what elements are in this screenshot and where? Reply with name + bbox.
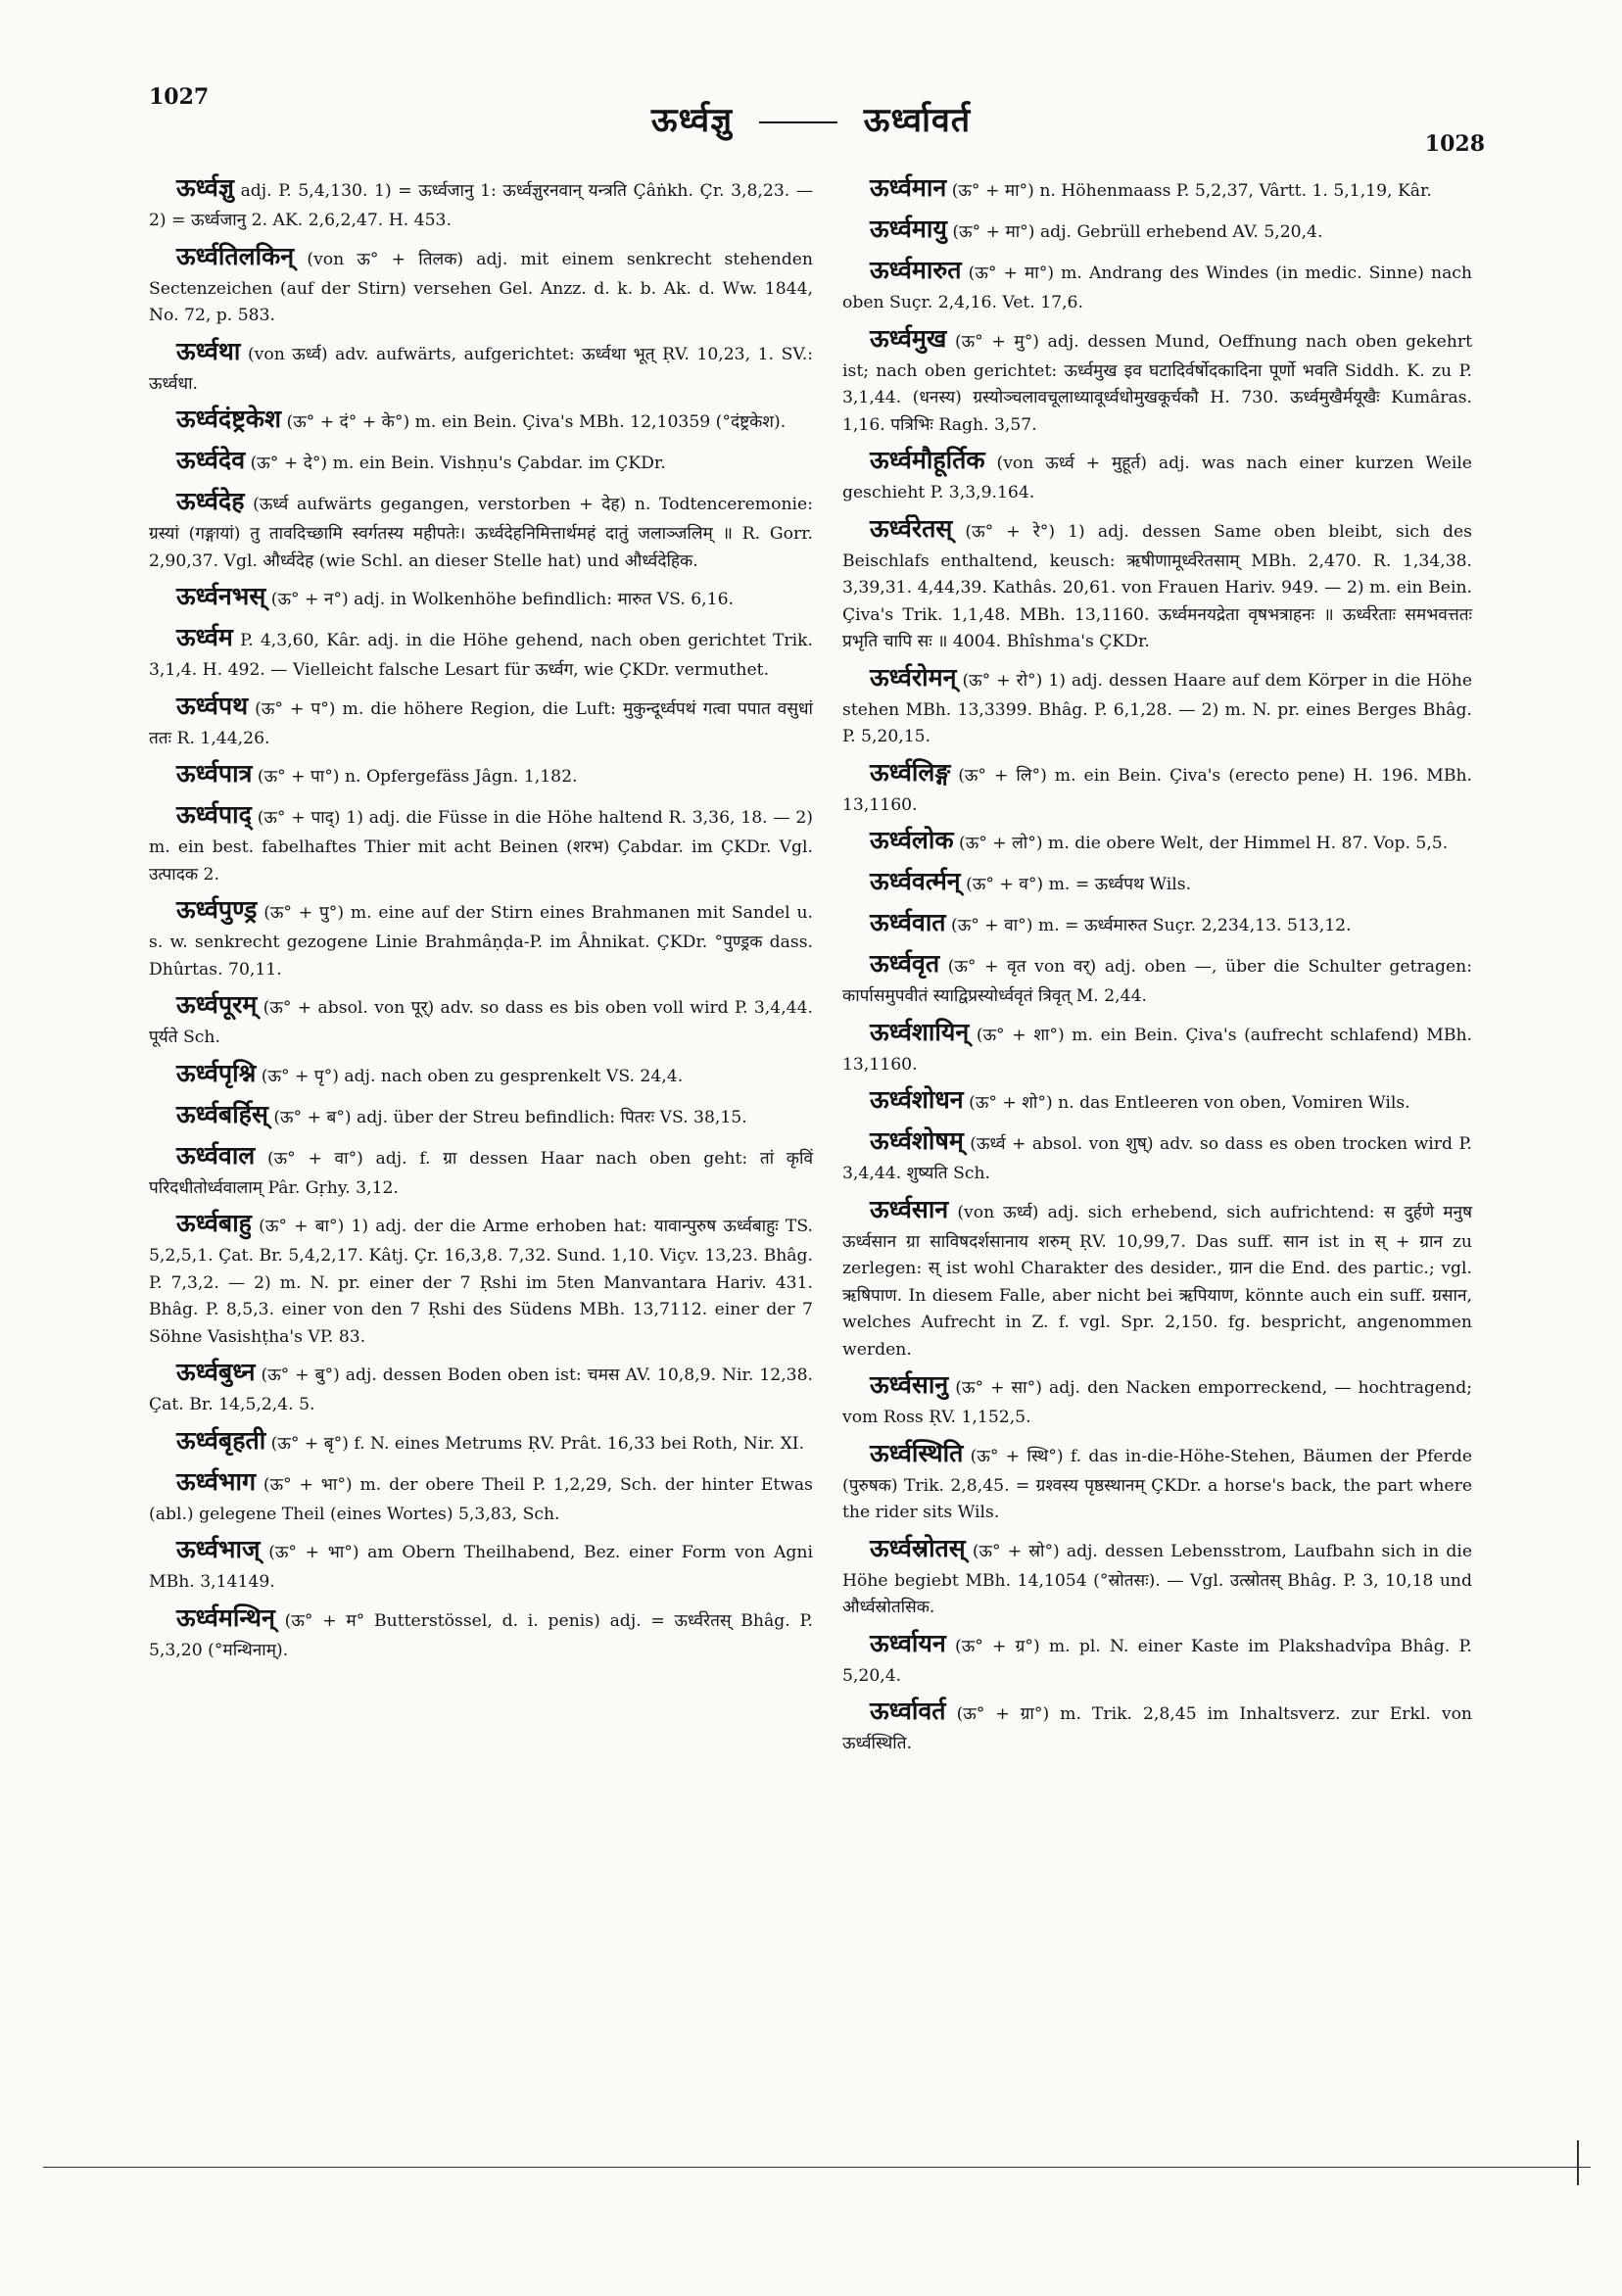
- entry-headword: ऊर्ध्ववृत: [870, 949, 940, 979]
- page-number-left: 1027: [149, 84, 210, 110]
- dictionary-entry: [149, 795, 813, 888]
- dictionary-entry: [842, 821, 1472, 860]
- entry-definition: (ऊ° + absol. von पूर्) adv. so dass es bis oben voll wird P. 3,4,44. पूर्यते Sch.: [149, 998, 813, 1048]
- entry-definition: (ऊ° + दे°) m. ein Bein. Vishṇu's Çabdar. im ÇKDr.: [250, 454, 666, 474]
- entry-definition: (ऊ° + रे°) 1) adj. dessen Same oben bleibt, sich des Beischlafs enthaltend, keusch: ऋषीणामूर्ध्वरेतसाम् MBh. 2,470. R. 1,34,38. 3,39,31. 4,44,39. Kathâs. 20,61. von Frauen Hariv. 949. — 2) m. ein Bein. Çiva's Trik. 1,1,48. MBh. 13,1160. ऊर्ध्वमनयद्रेता वृषभत्राहनः ॥ ऊर्ध्वरेताः समभवत्ततः प्रभृति चापि सः ॥ 4004. Bhîshma's ÇKDr.: [842, 521, 1472, 652]
- dictionary-entry: [842, 441, 1472, 507]
- dictionary-entry: [149, 1530, 813, 1597]
- dictionary-entry: [149, 237, 813, 330]
- entry-headword: ऊर्ध्ववात: [870, 908, 946, 937]
- entry-definition: (ऊ° + बु°) adj. dessen Boden oben ist: चमस AV. 10,8,9. Nir. 12,38. Çat. Br. 14,5,2,4. 5.: [149, 1365, 813, 1415]
- entry-headword: ऊर्ध्वपथ: [176, 691, 249, 720]
- dictionary-entry: [842, 1692, 1472, 1758]
- entry-headword: ऊर्ध्वपूरम्: [176, 990, 258, 1020]
- entry-definition: adj. P. 5,4,130. 1) = ऊर्ध्वजानु 1: ऊर्ध्वज्ञुरनवान् यन्त्रति Çâṅkh. Çr. 3,8,23. — 2) = ऊर्ध्वजानु 2. AK. 2,6,2,47. H. 453.: [149, 181, 814, 230]
- entry-headword: ऊर्ध्वबुध्न: [176, 1358, 256, 1387]
- dictionary-entry: [842, 1122, 1472, 1188]
- entry-headword: ऊर्ध्वबाहु: [176, 1209, 252, 1238]
- entry-definition: (von ऊर्ध्व + मुहूर्त) adj. was nach einer kurzen Weile geschieht P. 3,3,9.164.: [842, 454, 1472, 503]
- dictionary-entry: [842, 1529, 1472, 1622]
- entry-headword: ऊर्ध्ववर्त्मन्: [870, 867, 961, 896]
- entry-definition: (ऊ° + ब°) adj. über der Streu befindlich: पितरः VS. 38,15.: [273, 1107, 747, 1127]
- entry-definition: (ऊ° + व°) m. = ऊर्ध्वपथ Wils.: [966, 875, 1192, 895]
- entry-headword: ऊर्ध्वथा: [176, 336, 241, 365]
- entry-definition: (ऊ° + प°) m. die höhere Region, die Luft: मुकुन्दूर्ध्वपथं गत्वा पपात वसुधां ततः R. 1,44,26.: [149, 698, 813, 748]
- dictionary-entry: [842, 168, 1472, 208]
- entry-headword: ऊर्ध्वशोषम्: [870, 1126, 964, 1156]
- dictionary-entry: [842, 1013, 1472, 1079]
- dictionary-entry: [842, 862, 1472, 901]
- dictionary-entry: [149, 985, 813, 1052]
- dictionary-entry: [842, 509, 1472, 656]
- page-number-right: 1028: [1424, 131, 1485, 157]
- entry-headword: ऊर्ध्वमारुत: [870, 256, 962, 284]
- dictionary-entry: [149, 1095, 813, 1134]
- entry-definition: (ऊ° + लि°) m. ein Bein. Çiva's (erecto pene) H. 196. MBh. 13,1160.: [842, 765, 1472, 815]
- entry-headword: ऊर्ध्वमुख: [870, 323, 947, 353]
- entry-definition: (ऊ° + मा°) m. Andrang des Windes (in medic. Sinne) nach oben Suçr. 2,4,16. Vet. 17,6.: [842, 263, 1473, 312]
- entry-definition: (ऊ° + स्रो°) adj. dessen Lebensstrom, Laufbahn sich in die Höhe begiebt MBh. 14,1054 (°स्रोतसः). — Vgl. उत्स्रोतस् Bhâg. P. 3, 10,18 und और्ध्वस्रोतसिक.: [842, 1541, 1472, 1618]
- entry-headword: ऊर्ध्वबृहती: [176, 1425, 266, 1455]
- entry-headword: ऊर्ध्वज्ञु: [176, 173, 234, 202]
- entry-definition: (ऊ° + मु°) adj. dessen Mund, Oeffnung nach oben gekehrt ist; nach oben gerichtet: ऊर्ध्वमुख इव घटादिर्वर्षोदकादिना पूर्णो भवति Siddh. K. zu P. 3,1,44. (धनस्य) ग्रस्योञ्चलावचूलाध्यावूर्ध्वधोमुखकूर्चकौ H. 730. ऊर्ध्वमुखैर्मयूखैः Kumâras. 1,16. पत्रिभिः Ragh. 3,57.: [842, 331, 1472, 435]
- entry-definition: (ऊ° + वृत von वर्) adj. oben —, über die Schulter getragen: कार्पासमुपवीतं स्याद्विप्रस्योर्ध्ववृतं त्रिवृत् M. 2,44.: [842, 957, 1472, 1007]
- entry-headword: ऊर्ध्वपाद्: [176, 800, 252, 830]
- dictionary-entry: [842, 944, 1472, 1011]
- entry-headword: ऊर्ध्वावर्त: [870, 1697, 946, 1726]
- entry-definition: (ऊ° + शो°) n. das Entleeren von oben, Vomiren Wils.: [969, 1093, 1410, 1114]
- entry-definition: (ऊ° + वा°) m. = ऊर्ध्वमारुत Suçr. 2,234,13. 513,12.: [951, 916, 1352, 936]
- entry-headword: ऊर्ध्वनभस्: [176, 582, 266, 611]
- entry-headword: ऊर्ध्वपृश्नि: [176, 1058, 257, 1087]
- dictionary-entry: [842, 658, 1472, 751]
- dictionary-entry: [149, 332, 813, 399]
- entry-definition: (ऊर्ध्व aufwärts gegangen, verstorben + देह) n. Todtenceremonie: ग्रस्यां (गङ्गायां) तु तावदिच्छामि स्वर्गतस्य महीपतेः। ऊर्ध्वदेहनिमित्तार्थमहं दातुं जलाञ्जलिम् ॥ R. Gorr. 2,90,37. Vgl. और्ध्वदेह (wie Schl. an dieser Stelle hat) und और्ध्वदेहिक.: [149, 495, 813, 571]
- entry-definition: (von ऊर्ध्व) adv. aufwärts, aufgerichtet: ऊर्ध्वथा भूत् ṚV. 10,23, 1. SV.: ऊर्ध्वधा.: [149, 344, 813, 394]
- dictionary-entry: [842, 1080, 1472, 1120]
- dictionary-entry: [149, 441, 813, 480]
- entry-definition: (ऊ° + दं° + के°) m. ein Bein. Çiva's MBh. 12,10359 (°दंष्ट्रकेश).: [286, 412, 787, 433]
- left-column: [149, 168, 813, 1666]
- entry-definition: (ऊ° + ग्रा°) m. Trik. 2,8,45 im Inhaltsverz. zur Erkl. von ऊर्ध्वस्थिति.: [842, 1704, 1472, 1754]
- dictionary-entry: [149, 1136, 813, 1203]
- entry-definition: (ऊ° + रो°) 1) adj. dessen Haare auf dem Körper in die Höhe stehen MBh. 13,3399. Bhâg. P. 6,1,28. — 2) m. N. pr. eines Berges Bhâg. P. 5,20,15.: [842, 670, 1472, 747]
- entry-headword: ऊर्ध्ववाल: [176, 1140, 256, 1170]
- entry-definition: (ऊ° + बा°) 1) adj. der die Arme erhoben hat: यावान्पुरुष ऊर्ध्वबाहुः TS. 5,2,5,1. Çat. Br. 5,4,2,17. Kâtj. Çr. 16,3,8. 7,32. Sund. 1,10. Viçv. 13,23. Bhâg. P. 7,3,2. — 2) m. N. pr. einer der 7 Ṛshi im 5ten Manvantara Hariv. 431. Bhâg. P. 8,5,3. einer von den 7 Ṛshi des Südens MBh. 13,7112. einer der 7 Söhne Vasishṭha's VP. 83.: [149, 1217, 813, 1347]
- running-header: [0, 96, 1622, 141]
- entry-headword: ऊर्ध्वरोमन्: [870, 662, 957, 692]
- entry-headword: ऊर्ध्वस्रोतस्: [870, 1533, 966, 1562]
- entry-definition: (ऊ° + पा°) n. Opfergefäss Jâgn. 1,182.: [257, 767, 578, 788]
- dictionary-entry: [842, 210, 1472, 249]
- dictionary-entry: [842, 753, 1472, 820]
- header-last-word: ऊर्ध्वावर्त: [863, 101, 972, 140]
- entry-definition: (ऊ° + मा°) adj. Gebrüll erhebend AV. 5,20,4.: [952, 222, 1323, 242]
- entry-headword: ऊर्ध्वायन: [870, 1628, 946, 1657]
- entry-definition: (ऊ° + सा°) adj. den Nacken emporreckend, — hochtragend; vom Ross ṚV. 1,152,5.: [842, 1378, 1472, 1428]
- entry-definition: (ऊ° + म° Butterstössel, d. i. penis) adj. = ऊर्ध्वरेतस् Bhâg. P. 5,3,20 (°मन्थिनाम्).: [149, 1610, 813, 1660]
- entry-definition: (ऊ° + मा°) n. Höhenmaass P. 5,2,37, Vârtt. 1. 5,1,19, Kâr.: [951, 181, 1432, 201]
- dictionary-entry: [842, 319, 1472, 440]
- entry-definition: (ऊर्ध्व + absol. von शुष्) adv. so dass es oben trocken wird P. 3,4,44. शुष्यति Sch.: [842, 1134, 1472, 1184]
- dictionary-entry: [149, 400, 813, 439]
- entry-headword: ऊर्ध्वसान: [870, 1194, 949, 1223]
- dictionary-entry: [149, 577, 813, 616]
- entry-headword: ऊर्ध्वदेह: [176, 487, 245, 516]
- dictionary-entry: [149, 890, 813, 983]
- entry-headword: ऊर्ध्वमान: [870, 173, 947, 202]
- entry-headword: ऊर्ध्वशोधन: [870, 1085, 964, 1115]
- entry-headword: ऊर्ध्वमौहूर्तिक: [870, 446, 985, 475]
- entry-headword: ऊर्ध्वशायिन्: [870, 1017, 970, 1046]
- entry-definition: (ऊ° + बृ°) f. N. eines Metrums ṚV. Prât. 16,33 bei Roth, Nir. XI.: [270, 1433, 805, 1454]
- entry-definition: (ऊ° + स्थि°) f. das in-die-Höhe-Stehen, Bäumen der Pferde (पुरुषक) Trik. 2,8,45. = ग्रश्वस्य पृष्ठस्थानम् ÇKDr. a horse's back, the part where the rider sits Wils.: [842, 1446, 1472, 1523]
- dictionary-entry: [842, 1434, 1472, 1527]
- dictionary-entry: [149, 1462, 813, 1529]
- entry-headword: ऊर्ध्वदंष्ट्रकेश: [176, 405, 282, 434]
- entry-definition: (ऊ° + ग्र°) m. pl. N. einer Kaste im Plakshadvîpa Bhâg. P. 5,20,4.: [842, 1636, 1472, 1686]
- header-first-word: ऊर्ध्वज्ञु: [650, 101, 733, 140]
- entry-definition: (ऊ° + भा°) m. der obere Theil P. 1,2,29, Sch. der hinter Etwas (abl.) gelegene Theil (eines Wortes) 5,3,83, Sch.: [149, 1474, 814, 1524]
- entry-headword: ऊर्ध्वदेव: [176, 446, 246, 475]
- entry-definition: (ऊ° + न°) adj. in Wolkenhöhe befindlich: मारुत VS. 6,16.: [270, 590, 734, 610]
- right-column: [842, 168, 1472, 1760]
- entry-definition: P. 4,3,60, Kâr. adj. in die Höhe gehend, nach oben gerichtet Trik. 3,1,4. H. 492. — Vielleicht falsche Lesart für ऊर्ध्वग, wie ÇKDr. vermuthet.: [149, 631, 813, 681]
- entry-headword: ऊर्ध्वपात्र: [176, 759, 253, 789]
- entry-headword: ऊर्ध्वभाग: [176, 1466, 257, 1496]
- header-dash: [759, 121, 837, 123]
- entry-definition: (ऊ° + लो°) m. die obere Welt, der Himmel H. 87. Vop. 5,5.: [959, 834, 1449, 854]
- entry-headword: ऊर्ध्वपुण्ड्र: [176, 895, 258, 925]
- dictionary-entry: [149, 1421, 813, 1460]
- entry-headword: ऊर्ध्वबर्हिस्: [176, 1099, 268, 1128]
- bottom-rule: [43, 2167, 1591, 2168]
- dictionary-entry: [149, 687, 813, 753]
- dictionary-entry: [149, 1204, 813, 1351]
- dictionary-entry: [842, 1365, 1472, 1432]
- entry-headword: ऊर्ध्वभाज्: [176, 1535, 261, 1564]
- dictionary-entry: [149, 618, 813, 685]
- entry-definition: (ऊ° + पाद्) 1) adj. die Füsse in die Höhe haltend R. 3,36, 18. — 2) m. ein best. fabelhaftes Thier mit acht Beinen (शरभ) Çabdar. im ÇKDr. Vgl. उत्पादक 2.: [149, 808, 813, 885]
- dictionary-entry: [149, 168, 813, 235]
- dictionary-entry: [149, 1599, 813, 1665]
- dictionary-entry: [842, 903, 1472, 942]
- entry-headword: ऊर्ध्वम: [176, 623, 233, 652]
- entry-headword: ऊर्ध्वमन्थिन्: [176, 1602, 275, 1632]
- entry-headword: ऊर्ध्वसानु: [870, 1370, 949, 1400]
- entry-headword: ऊर्ध्वमायु: [870, 215, 947, 243]
- entry-definition: (ऊ° + पृ°) adj. nach oben zu gesprenkelt VS. 24,4.: [261, 1066, 684, 1086]
- dictionary-entry: [842, 1190, 1472, 1364]
- entry-definition: (ऊ° + शा°) m. ein Bein. Çiva's (aufrecht schlafend) MBh. 13,1160.: [842, 1025, 1472, 1075]
- dictionary-entry: [149, 1054, 813, 1093]
- entry-definition: (ऊ° + वा°) adj. f. ग्रा dessen Haar nach oben geht: तां कृविं परिदधीतोर्ध्ववालाम् Pâr. Gṛhy. 3,12.: [149, 1148, 813, 1198]
- entry-definition: (ऊ° + पु°) m. eine auf der Stirn eines Brahmanen mit Sandel u. s. w. senkrecht gezogene Linie Brahmâṇḍa-P. im Âhnikat. ÇKDr. °पुण्ड्रक dass. Dhûrtas. 70,11.: [149, 903, 814, 980]
- entry-headword: ऊर्ध्वरेतस्: [870, 513, 953, 543]
- dictionary-entry: [842, 251, 1472, 317]
- dictionary-entry: [149, 754, 813, 793]
- dictionary-entry: [149, 1353, 813, 1419]
- dictionary-entry: [149, 482, 813, 575]
- entry-headword: ऊर्ध्वलिङ्ग: [870, 757, 951, 787]
- entry-definition: (von ऊर्ध्व) adj. sich erhebend, sich aufrichtend: स दुर्हणे मनुष ऊर्ध्वसान ग्रा साविषदर्शसानाय शरुम् ṚV. 10,99,7. Das suff. सान ist in स् + ग्रान zu zerlegen: स् ist wohl Charakter des desider., ग्रान die End. des partic.; vgl. ऋषिपाण. In diesem Falle, aber nicht bei ऋपियाण, könnte auch ein suff. ग्रसान, welches Aufrecht in Z. f. vgl. Spr. 2,150. fg. bespricht, angenommen werden.: [842, 1202, 1473, 1360]
- entry-definition: (von ऊ° + तिलक) adj. mit einem senkrecht stehenden Sectenzeichen (auf der Stirn) versehen Gel. Anzz. d. k. b. Ak. d. Ww. 1844, No. 72, p. 583.: [149, 249, 813, 326]
- margin-mark: [1577, 2140, 1579, 2185]
- entry-definition: (ऊ° + भा°) am Obern Theilhabend, Bez. einer Form von Agni MBh. 3,14149.: [149, 1543, 813, 1593]
- entry-headword: ऊर्ध्वतिलकिन्: [176, 241, 295, 270]
- dictionary-entry: [842, 1624, 1472, 1691]
- entry-headword: ऊर्ध्वस्थिति: [870, 1438, 964, 1467]
- entry-headword: ऊर्ध्वलोक: [870, 826, 954, 855]
